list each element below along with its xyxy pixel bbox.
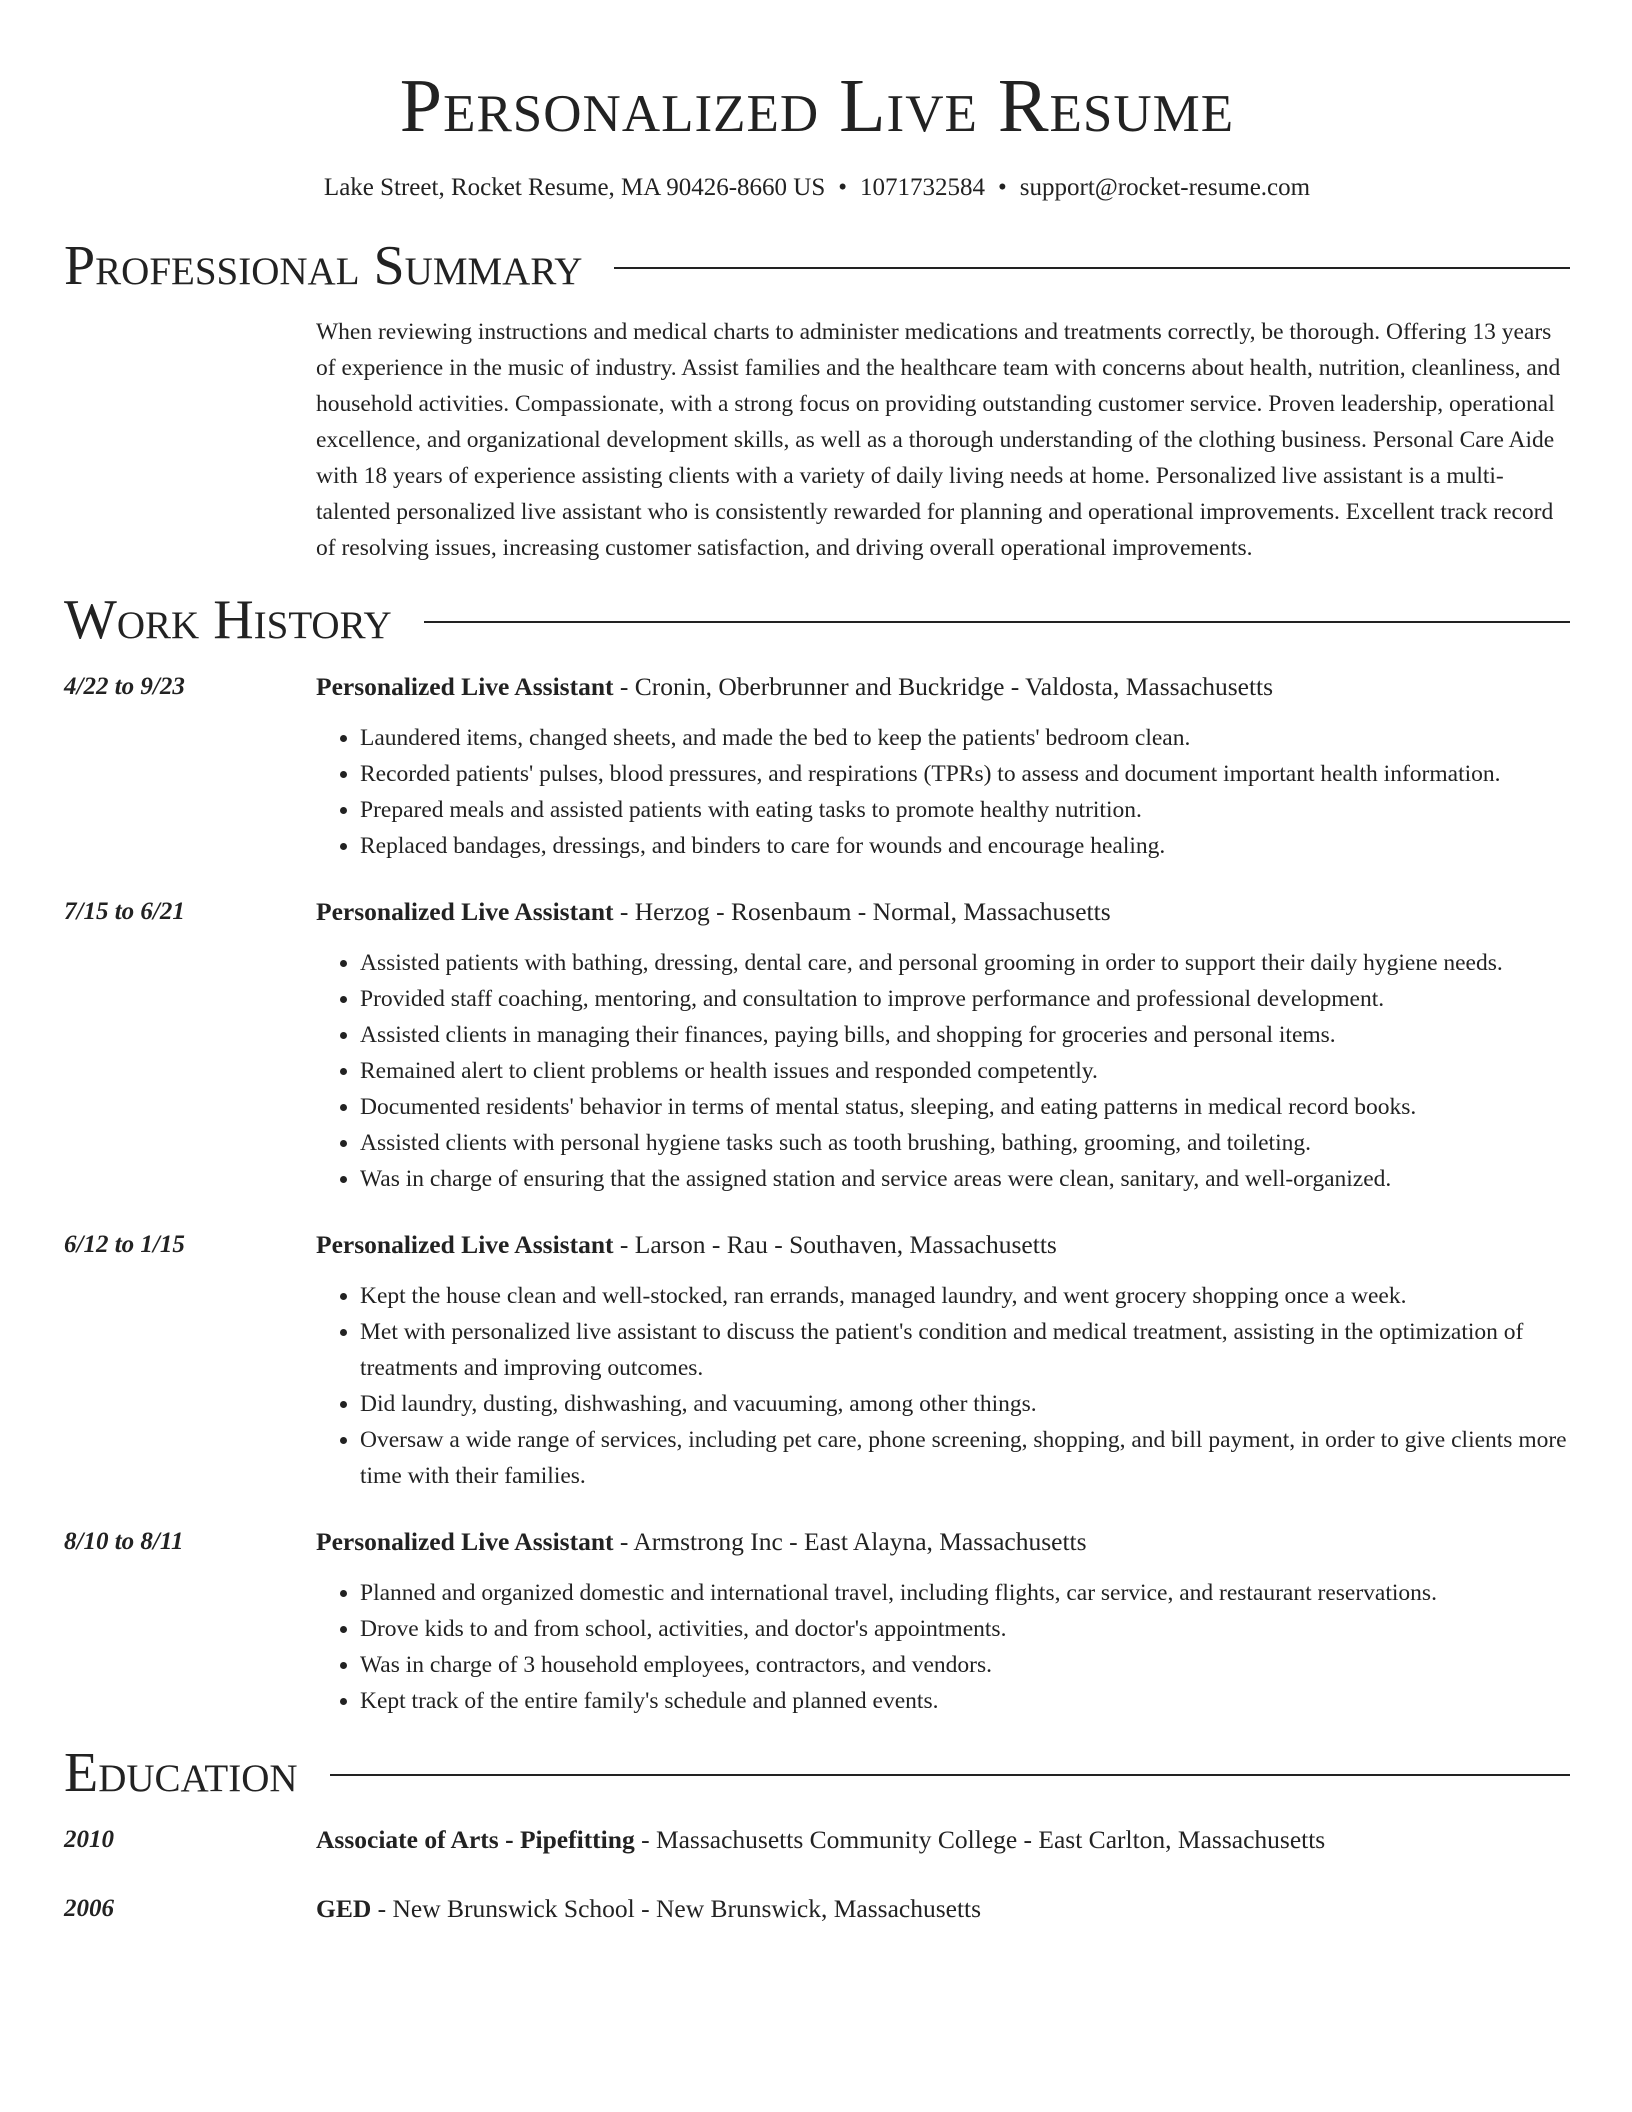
education-year: 2010	[64, 1826, 114, 1853]
education-heading: Education	[64, 1742, 298, 1804]
job-details: - Armstrong Inc - East Alayna, Massachusetts	[613, 1527, 1087, 1556]
job-dates: 8/10 to 8/11	[64, 1528, 184, 1555]
work-heading: Work History	[64, 589, 392, 651]
summary-text: When reviewing instructions and medical charts to administer medications and treatments correctly, be thorough. Offering 13 years of experience in the music of industry. Assist families and the healthcare team with concerns about health, nutrition, cleanliness, and household activities. Compassionate, with a strong focus on providing outstanding customer service. Proven leadership, operational excellence, and organizational development skills, as well as a thorough understanding of the clothing business. Personal Care Aide with 18 years of experience assisting clients with a variety of daily living needs at home. Personalized live assistant is a multi-talented personalized live assistant who is consistently rewarded for planning and operational improvements. Excellent track record of resolving issues, increasing customer satisfaction, and driving overall operational improvements.	[316, 319, 1561, 561]
contact-line	[64, 172, 1570, 204]
contact-phone: 1071732584	[860, 174, 986, 201]
job-entry	[64, 1228, 1570, 1494]
job-bullet: • Assisted clients in managing their finances, paying bills, and shopping for groceries and personal items.	[360, 1017, 1570, 1053]
job-bullet: • Assisted patients with bathing, dressing, dental care, and personal grooming in order to support their daily hygiene needs.	[360, 945, 1570, 981]
job-body	[316, 1525, 1570, 1719]
job-details: - Larson - Rau - Southaven, Massachusetts	[613, 1230, 1057, 1259]
resume-name: Personalized Live Resume	[399, 64, 1235, 148]
job-body	[316, 670, 1570, 864]
job-bullet: • Replaced bandages, dressings, and binders to care for wounds and encourage healing.	[360, 828, 1570, 864]
job-title: Personalized Live Assistant	[316, 672, 614, 701]
job-title: Personalized Live Assistant	[316, 1527, 614, 1556]
resume-page	[64, 0, 1570, 1926]
job-dates: 4/22 to 9/23	[64, 673, 185, 700]
section-divider	[614, 267, 1570, 269]
job-details: - Herzog - Rosenbaum - Normal, Massachusetts	[613, 897, 1111, 926]
education-details: - Massachusetts Community College - East Carlton, Massachusetts	[634, 1825, 1326, 1854]
job-bullet: • Recorded patients' pulses, blood pressures, and respirations (TPRs) to assess and document important health information.	[360, 756, 1570, 792]
job-bullets	[316, 1575, 1570, 1719]
job-bullet: • Kept track of the entire family's schedule and planned events.	[360, 1683, 1570, 1719]
section-divider	[424, 621, 1570, 623]
contact-separator: •	[838, 174, 848, 201]
job-dates: 7/15 to 6/21	[64, 898, 185, 925]
education-entry	[64, 1892, 1570, 1926]
education-line	[316, 1892, 1570, 1926]
job-bullet: • Assisted clients with personal hygiene tasks such as tooth brushing, bathing, grooming, and toileting.	[360, 1125, 1570, 1161]
contact-email: support@rocket-resume.com	[1019, 174, 1311, 201]
job-bullet: • Provided staff coaching, mentoring, and consultation to improve performance and professional development.	[360, 981, 1570, 1017]
job-bullet: • Was in charge of 3 household employees, contractors, and vendors.	[360, 1647, 1570, 1683]
job-bullet: • Oversaw a wide range of services, including pet care, phone screening, shopping, and bill payment, in order to give clients more time with their families.	[360, 1422, 1570, 1494]
contact-address: Lake Street, Rocket Resume, MA 90426-8660 US	[323, 174, 826, 201]
summary-section-header	[64, 234, 1570, 298]
education-details: - New Brunswick School - New Brunswick, Massachusetts	[371, 1894, 982, 1923]
job-bullet: • Kept the house clean and well-stocked, ran errands, managed laundry, and went grocery shopping once a week.	[360, 1278, 1570, 1314]
education-entry	[64, 1823, 1570, 1857]
education-body	[316, 1823, 1570, 1857]
job-bullet: • Laundered items, changed sheets, and made the bed to keep the patients' bedroom clean.	[360, 720, 1570, 756]
job-title-line	[316, 895, 1570, 929]
job-bullet: • Documented residents' behavior in terms of mental status, sleeping, and eating patterns in medical record books.	[360, 1089, 1570, 1125]
job-title-line	[316, 670, 1570, 704]
job-body	[316, 1228, 1570, 1494]
job-bullet: • Did laundry, dusting, dishwashing, and vacuuming, among other things.	[360, 1386, 1570, 1422]
job-entry	[64, 1525, 1570, 1719]
education-section-header	[64, 1741, 1570, 1805]
section-divider	[330, 1774, 1570, 1776]
job-bullet: • Was in charge of ensuring that the assigned station and service areas were clean, sanitary, and well-organized.	[360, 1161, 1570, 1197]
job-entry	[64, 895, 1570, 1197]
job-details: - Cronin, Oberbrunner and Buckridge - Valdosta, Massachusetts	[613, 672, 1274, 701]
education-degree: Associate of Arts - Pipefitting	[316, 1825, 635, 1854]
education-year: 2006	[64, 1895, 114, 1922]
job-title-line	[316, 1525, 1570, 1559]
education-body	[316, 1892, 1570, 1926]
job-bullet: • Met with personalized live assistant to discuss the patient's condition and medical treatment, assisting in the optimization of treatments and improving outcomes.	[360, 1314, 1570, 1386]
job-bullet: • Prepared meals and assisted patients with eating tasks to promote healthy nutrition.	[360, 792, 1570, 828]
contact-separator: •	[998, 174, 1007, 201]
job-title: Personalized Live Assistant	[316, 1230, 614, 1259]
job-bullets	[316, 1278, 1570, 1494]
job-bullet: • Planned and organized domestic and international travel, including flights, car service, and restaurant reservations.	[360, 1575, 1570, 1611]
job-bullets	[316, 945, 1570, 1197]
job-bullets	[316, 720, 1570, 864]
job-body	[316, 895, 1570, 1197]
education-degree: GED	[316, 1894, 372, 1923]
work-section-header	[64, 588, 1570, 652]
job-title-line	[316, 1228, 1570, 1262]
education-line	[316, 1823, 1570, 1857]
job-title: Personalized Live Assistant	[316, 897, 614, 926]
job-bullet: • Remained alert to client problems or health issues and responded competently.	[360, 1053, 1570, 1089]
summary-heading: Professional Summary	[64, 235, 583, 297]
job-bullet: • Drove kids to and from school, activities, and doctor's appointments.	[360, 1611, 1570, 1647]
job-dates: 6/12 to 1/15	[64, 1231, 185, 1258]
job-entry	[64, 670, 1570, 864]
